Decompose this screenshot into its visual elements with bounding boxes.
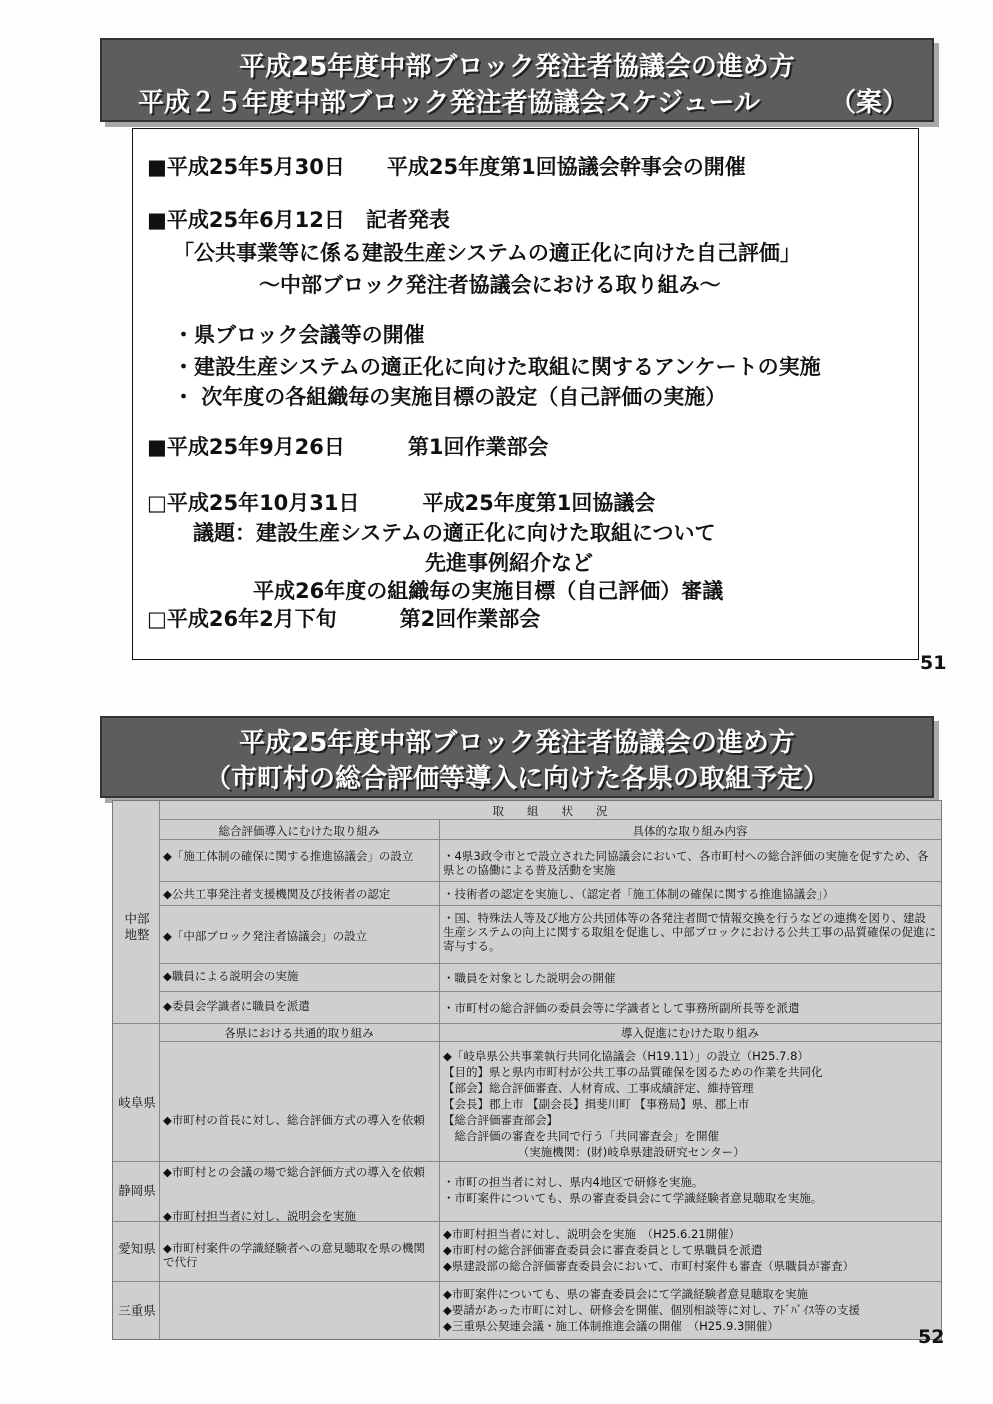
left-header-chubu: 総合評価導入にむけた取り組み <box>218 824 380 838</box>
mie-line-3: ◆三重県公契連会議・施工体制推進会議の開催 （H25.9.3開催） <box>443 1319 779 1333</box>
prefecture-initiatives-table <box>112 800 942 1340</box>
chubu-left-row4: ◆職員による説明会の実施 <box>163 969 299 983</box>
schedule-item-0926: ■平成25年9月26日 第1回作業部会 <box>147 435 549 459</box>
aichi-line-1: ◆市町村担当者に対し、説明会を実施 （H25.6.21開催） <box>443 1227 741 1241</box>
label-gifu: 岐阜県 <box>118 1095 156 1110</box>
table-top-header: 取 組 状 況 <box>492 804 608 818</box>
press-release-subtitle: ～中部ブロック発注者協議会における取り組み～ <box>259 273 721 297</box>
common-left-1: ◆市町村の首長に対し、総合評価方式の導入を依頼 <box>163 1113 425 1127</box>
chubu-left-row2: ◆公共工事発注者支援機関及び技術者の認定 <box>163 887 391 901</box>
chubu-right-row5: ・市町村の総合評価の委員会等に学識者として事務所副所長等を派遣 <box>443 1001 800 1015</box>
common-left-4: ◆市町村案件の学識経験者への意見聴取を県の機関で代行 <box>163 1241 425 1269</box>
bullet-target-setting: ・ 次年度の各組織毎の実施目標の設定（自己評価の実施） <box>173 385 727 409</box>
slide52-title-banner <box>100 716 934 798</box>
slide51-schedule-box <box>132 128 919 660</box>
agenda-line3: 平成26年度の組織毎の実施目標（自己評価）審議 <box>253 579 724 603</box>
left-header-common: 各県における共通的取り組み <box>224 1026 374 1040</box>
aichi-line-3: ◆県建設部の総合評価審査委員会において、市町村案件も審査（県職員が審査） <box>443 1259 855 1273</box>
chubu-right-row1: ・4県3政令市とで設立された同協議会において、各市町村への総合評価の実施を促すため、各県との協働による普及活動を実施 <box>443 849 929 877</box>
slide51-title-line1: 平成25年度中部ブロック発注者協議会の進め方 <box>239 52 795 82</box>
bullet-questionnaire: ・建設生産システムの適正化に向けた取組に関するアンケートの実施 <box>173 355 821 379</box>
gifu-line-3: 【部会】総合評価審査、人材育成、工事成績評定、維持管理 <box>443 1081 754 1095</box>
right-header-chubu: 具体的な取り組み内容 <box>632 824 748 838</box>
mie-line-1: ◆市町案件についても、県の審査委員会にて学識経験者意見聴取を実施 <box>443 1287 809 1301</box>
chubu-right-row3: ・国、特殊法人等及び地方公共団体等の各発注者間で情報交換を行うなどの連携を図り、建設生産システムの向上に関する取組を促進し、中部ブロックにおける公共工事の品質確保の促進に寄与する。 <box>443 911 937 953</box>
press-release-title: 「公共事業等に係る建設生産システムの適正化に向けた自己評価」 <box>173 241 801 265</box>
schedule-item-0612: ■平成25年6月12日 記者発表 <box>147 208 450 232</box>
slide52-title-line1: 平成25年度中部ブロック発注者協議会の進め方 <box>239 728 795 758</box>
shizuoka-line-2: ・市町案件についても、県の審査委員会にて学識経験者意見聴取を実施。 <box>443 1191 823 1205</box>
common-left-2: ◆市町村との会議の場で総合評価方式の導入を依頼 <box>163 1165 425 1179</box>
schedule-item-0530: ■平成25年5月30日 平成25年度第1回協議会幹事会の開催 <box>147 155 746 179</box>
page-number-52: 52 <box>918 1326 945 1348</box>
gifu-line-6: 総合評価の審査を共同で行う「共同審査会」を開催 <box>443 1129 719 1143</box>
slide51-title-banner <box>100 38 934 122</box>
page-number-51: 51 <box>920 652 947 674</box>
label-mie: 三重県 <box>118 1303 156 1318</box>
right-header-promotion: 導入促進にむけた取り組み <box>621 1026 759 1040</box>
gifu-line-5: 【総合評価審査部会】 <box>443 1113 558 1127</box>
gifu-line-7: （実施機関：(財)岐阜県建設研究センター） <box>443 1145 745 1159</box>
common-left-3: ◆市町村担当者に対し、説明会を実施 <box>163 1209 356 1223</box>
aichi-line-2: ◆市町村の総合評価審査委員会に審査委員として県職員を派遣 <box>443 1243 763 1257</box>
chubu-left-row3: ◆「中部ブロック発注者協議会」の設立 <box>163 929 368 943</box>
shizuoka-line-1: ・市町の担当者に対し、県内4地区で研修を実施。 <box>443 1175 704 1189</box>
agenda-line1: 議題：建設生産システムの適正化に向けた取組について <box>193 521 716 545</box>
label-chubu-bureau: 中部 地整 <box>124 911 150 942</box>
schedule-item-feb: □平成26年2月下旬 第2回作業部会 <box>147 607 541 631</box>
slide51-title-line2: 平成２５年度中部ブロック発注者協議会スケジュール <box>138 88 760 118</box>
schedule-item-1031: □平成25年10月31日 平成25年度第1回協議会 <box>147 491 656 515</box>
chubu-left-row1: ◆「施工体制の確保に関する推進協議会」の設立 <box>163 849 414 863</box>
chubu-left-row5: ◆委員会学識者に職員を派遣 <box>163 999 310 1013</box>
gifu-line-4: 【会長】郡上市 【副会長】揖斐川町 【事務局】県、郡上市 <box>443 1097 750 1111</box>
slide51-title-draft: （案） <box>829 88 908 118</box>
slide52-title-line2: （市町村の総合評価等導入に向けた各県の取組予定） <box>204 764 829 794</box>
chubu-right-row2: ・技術者の認定を実施し、（認定者「施工体制の確保に関する推進協議会」） <box>443 887 834 901</box>
label-aichi: 愛知県 <box>118 1241 156 1256</box>
label-shizuoka: 静岡県 <box>118 1183 156 1198</box>
bullet-prefecture-meeting: ・県ブロック会議等の開催 <box>173 323 425 347</box>
agenda-line2: 先進事例紹介など <box>425 551 593 575</box>
chubu-right-row4: ・職員を対象とした説明会の開催 <box>443 971 616 985</box>
gifu-line-1: ◆「岐阜県公共事業執行共同化協議会（H19.11）」の設立（H25.7.8） <box>443 1049 809 1063</box>
mie-line-2: ◆要請があった市町に対し、研修会を開催、個別相談等に対し、ｱﾄﾞﾊﾞｲｽ等の支援 <box>443 1303 860 1317</box>
gifu-line-2: 【目的】県と県内市町村が公共工事の品質確保を図るための作業を共同化 <box>443 1065 823 1079</box>
